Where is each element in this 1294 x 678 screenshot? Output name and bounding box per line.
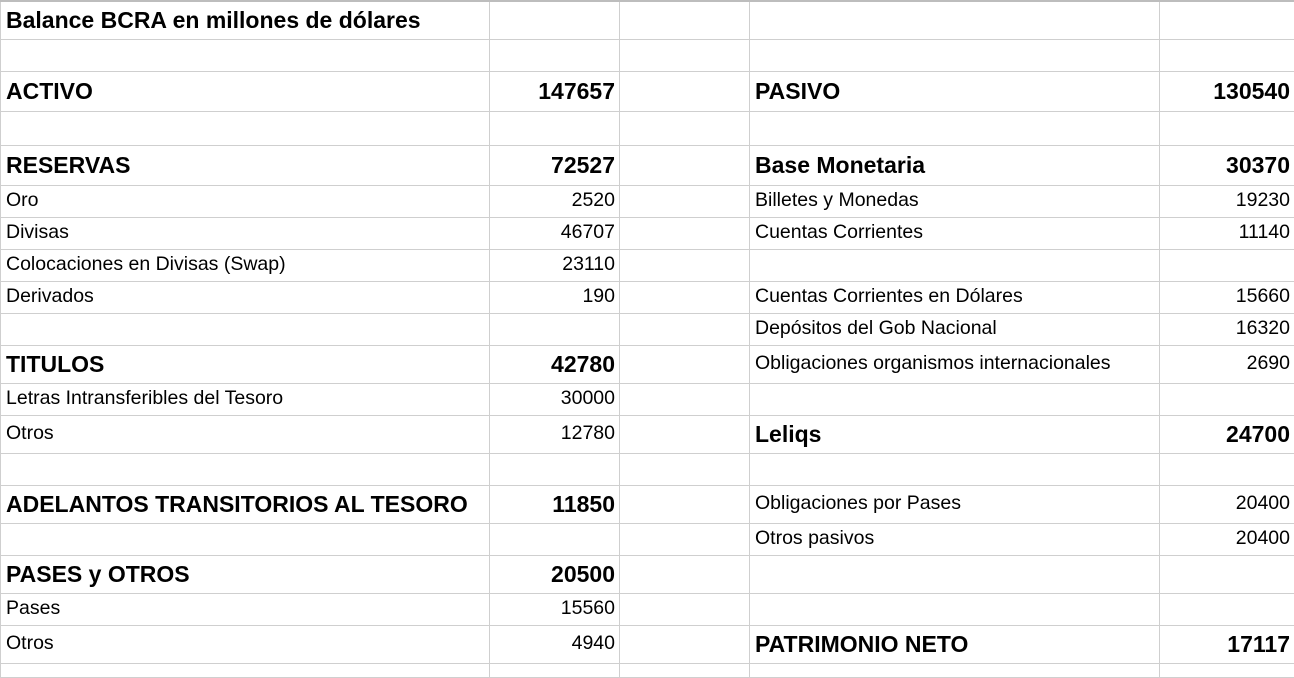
cell[interactable]: 2520 — [490, 185, 620, 217]
cell[interactable]: Oro — [1, 185, 490, 217]
cell[interactable] — [1, 523, 490, 555]
sheet-row — [1, 383, 1294, 415]
cell[interactable] — [490, 39, 620, 71]
sheet-row — [1, 453, 1294, 485]
cell[interactable]: Obligaciones por Pases — [750, 485, 1160, 523]
cell[interactable] — [620, 71, 750, 111]
cell[interactable] — [1160, 593, 1294, 625]
cell[interactable] — [1160, 249, 1294, 281]
cell[interactable] — [750, 453, 1160, 485]
cell-adelantos-total[interactable]: 11850 — [490, 485, 620, 523]
cell-activo-total[interactable]: 147657 — [490, 71, 620, 111]
sheet-row — [1, 663, 1294, 677]
sheet-row — [1, 415, 1294, 453]
cell-patrimonio-neto-total[interactable]: 17117 — [1160, 625, 1294, 663]
cell[interactable] — [620, 485, 750, 523]
cell[interactable] — [1, 39, 490, 71]
cell[interactable]: Otros — [1, 415, 490, 453]
cell[interactable]: 11140 — [1160, 217, 1294, 249]
cell[interactable] — [750, 663, 1160, 677]
cell[interactable] — [490, 453, 620, 485]
cell[interactable] — [490, 313, 620, 345]
sheet-row — [1, 485, 1294, 523]
cell[interactable] — [620, 415, 750, 453]
sheet-row — [1, 217, 1294, 249]
cell[interactable] — [1160, 111, 1294, 145]
sheet-row — [1, 281, 1294, 313]
sheet-title[interactable]: Balance BCRA en millones de dólares — [1, 1, 490, 39]
cell[interactable] — [750, 1, 1160, 39]
cell[interactable] — [620, 145, 750, 185]
cell[interactable]: Colocaciones en Divisas (Swap) — [1, 249, 490, 281]
cell[interactable]: Pases — [1, 593, 490, 625]
cell[interactable]: Derivados — [1, 281, 490, 313]
cell[interactable] — [1160, 453, 1294, 485]
sheet-row-title — [1, 1, 1294, 39]
cell-titulos-total[interactable]: 42780 — [490, 345, 620, 383]
sheet-row — [1, 39, 1294, 71]
cell-adelantos-label[interactable]: ADELANTOS TRANSITORIOS AL TESORO — [1, 485, 490, 523]
sheet-row — [1, 313, 1294, 345]
cell[interactable] — [750, 593, 1160, 625]
sheet-row — [1, 555, 1294, 593]
cell[interactable]: 15660 — [1160, 281, 1294, 313]
sheet-row — [1, 249, 1294, 281]
cell[interactable] — [490, 111, 620, 145]
cell[interactable]: Otros — [1, 625, 490, 663]
cell-patrimonio-neto-label[interactable]: PATRIMONIO NETO — [750, 625, 1160, 663]
sheet-row — [1, 111, 1294, 145]
cell-reservas-total[interactable]: 72527 — [490, 145, 620, 185]
cell-pases-otros-total[interactable]: 20500 — [490, 555, 620, 593]
cell[interactable] — [1160, 39, 1294, 71]
sheet-row — [1, 145, 1294, 185]
cell[interactable] — [620, 249, 750, 281]
cell[interactable] — [620, 1, 750, 39]
cell[interactable] — [1, 111, 490, 145]
cell[interactable] — [1, 663, 490, 677]
cell[interactable]: 15560 — [490, 593, 620, 625]
cell[interactable]: 30000 — [490, 383, 620, 415]
sheet-row — [1, 345, 1294, 383]
cell[interactable] — [750, 249, 1160, 281]
cell[interactable] — [1, 313, 490, 345]
cell[interactable] — [1160, 1, 1294, 39]
cell[interactable] — [1160, 383, 1294, 415]
cell-leliqs-total[interactable]: 24700 — [1160, 415, 1294, 453]
cell[interactable]: Letras Intransferibles del Tesoro — [1, 383, 490, 415]
cell[interactable]: 20400 — [1160, 485, 1294, 523]
cell-leliqs-label[interactable]: Leliqs — [750, 415, 1160, 453]
cell[interactable] — [490, 1, 620, 39]
cell[interactable]: 20400 — [1160, 523, 1294, 555]
cell-pasivo-label[interactable]: PASIVO — [750, 71, 1160, 111]
cell[interactable]: 46707 — [490, 217, 620, 249]
cell[interactable]: 23110 — [490, 249, 620, 281]
cell-base-monetaria-label[interactable]: Base Monetaria — [750, 145, 1160, 185]
cell-titulos-label[interactable]: TITULOS — [1, 345, 490, 383]
cell[interactable] — [620, 313, 750, 345]
cell[interactable] — [1160, 663, 1294, 677]
cell[interactable]: Divisas — [1, 217, 490, 249]
cell[interactable]: Cuentas Corrientes en Dólares — [750, 281, 1160, 313]
cell[interactable]: Otros pasivos — [750, 523, 1160, 555]
cell[interactable] — [620, 185, 750, 217]
cell[interactable] — [620, 39, 750, 71]
cell[interactable] — [750, 111, 1160, 145]
cell[interactable] — [620, 345, 750, 383]
cell[interactable]: 2690 — [1160, 345, 1294, 383]
cell[interactable]: 190 — [490, 281, 620, 313]
cell[interactable]: Depósitos del Gob Nacional — [750, 313, 1160, 345]
cell[interactable] — [620, 281, 750, 313]
cell[interactable] — [490, 663, 620, 677]
sheet-row — [1, 625, 1294, 663]
cell[interactable]: Billetes y Monedas — [750, 185, 1160, 217]
cell-reservas-label[interactable]: RESERVAS — [1, 145, 490, 185]
cell[interactable] — [620, 383, 750, 415]
cell[interactable] — [490, 523, 620, 555]
cell[interactable]: 16320 — [1160, 313, 1294, 345]
sheet-row — [1, 71, 1294, 111]
cell-base-monetaria-total[interactable]: 30370 — [1160, 145, 1294, 185]
cell[interactable]: 19230 — [1160, 185, 1294, 217]
sheet-row — [1, 523, 1294, 555]
cell[interactable] — [1, 453, 490, 485]
sheet-row — [1, 593, 1294, 625]
cell[interactable] — [620, 663, 750, 677]
cell[interactable] — [620, 453, 750, 485]
cell-pases-otros-label[interactable]: PASES y OTROS — [1, 555, 490, 593]
cell[interactable]: Obligaciones organismos internacionales — [750, 345, 1160, 383]
cell-pasivo-total[interactable]: 130540 — [1160, 71, 1294, 111]
cell[interactable] — [620, 523, 750, 555]
cell[interactable]: Cuentas Corrientes — [750, 217, 1160, 249]
cell[interactable] — [620, 217, 750, 249]
cell[interactable]: 12780 — [490, 415, 620, 453]
cell[interactable] — [750, 555, 1160, 593]
sheet-row — [1, 185, 1294, 217]
cell[interactable] — [750, 39, 1160, 71]
cell[interactable] — [620, 625, 750, 663]
cell[interactable]: 4940 — [490, 625, 620, 663]
cell[interactable] — [620, 593, 750, 625]
cell-activo-label[interactable]: ACTIVO — [1, 71, 490, 111]
cell[interactable] — [1160, 555, 1294, 593]
cell[interactable] — [620, 111, 750, 145]
cell[interactable] — [620, 555, 750, 593]
cell[interactable] — [750, 383, 1160, 415]
